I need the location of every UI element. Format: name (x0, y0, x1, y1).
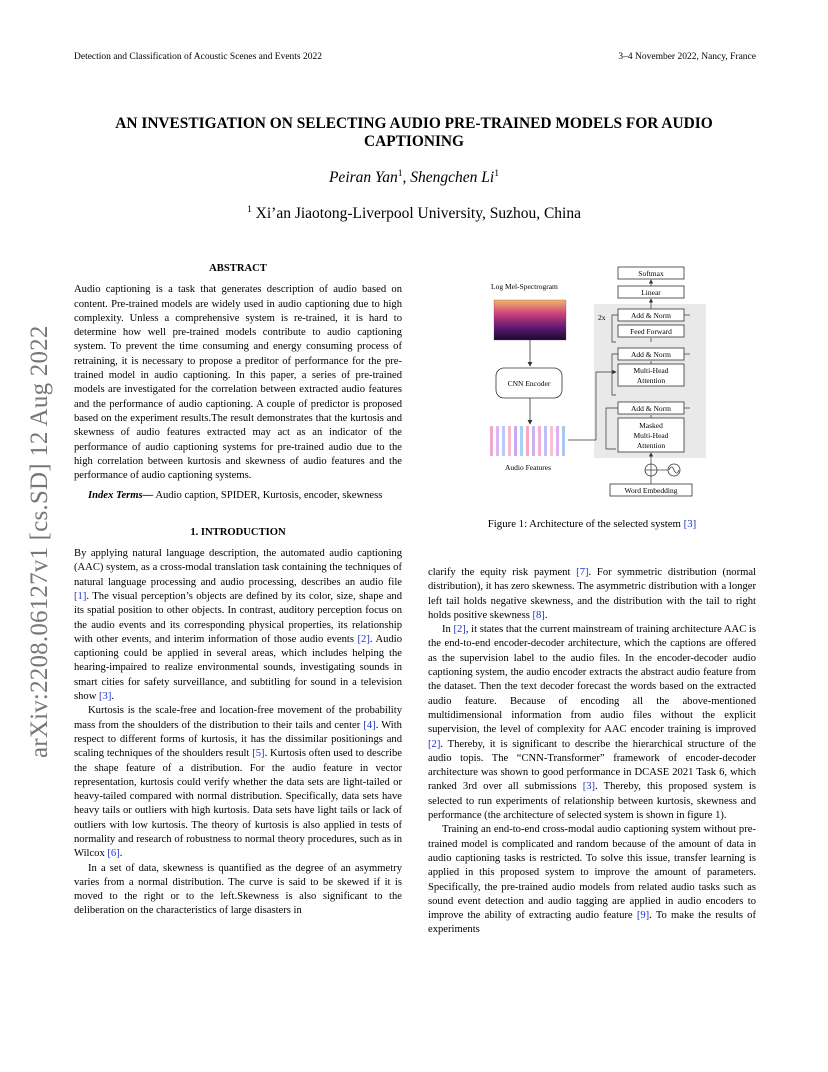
author-2-affil: 1 (494, 167, 500, 179)
citation-link[interactable]: [7] (576, 567, 589, 578)
citation-link[interactable]: [2] (357, 633, 370, 645)
author-1-affil: 1 (397, 167, 403, 179)
text-run: In (442, 624, 454, 636)
mha-label-1: Multi-Head (633, 366, 669, 375)
feature-bar (544, 426, 547, 456)
text-run: By applying natural language description, the automated audio captioning (AAC) system, as a cross-modal translation task containing the techniques of natural language processing and audio processing, describes an audio file (74, 548, 402, 588)
arxiv-watermark: arXiv:2208.06127v1 [cs.SD] 12 Aug 2022 (26, 325, 53, 758)
feature-bar (508, 426, 511, 456)
feature-bar (502, 426, 505, 456)
feature-bar (532, 426, 535, 456)
masked-label-1: Masked (639, 421, 663, 430)
intro-heading: 1. INTRODUCTION (190, 526, 286, 538)
text-run: Training an end-to-end cross-modal audio captioning system without pre-trained model is complicated and random because of the amount of data in audio captioning tasks is restricted. To solve this issue, transfer learning is applied in this proposed system to improve the amount of parameters. Specifically, the pre-trained audio models from related audio tasks such as sound event detection and audio tagging are applied in audio encoders to improve the ability of extracting audio feature (428, 824, 756, 922)
feature-bar (496, 426, 499, 456)
text-run: clarify the equity risk payment (428, 567, 577, 578)
abstract-heading: ABSTRACT (209, 263, 267, 274)
text-run: . Thereby, this proposed system is selected to run experiments of relationship between kurtosis, skewness and performance (the architecture of selected system is shown in figure 1). (428, 781, 757, 822)
paper-title (74, 115, 754, 151)
figure-caption (428, 518, 756, 530)
citation-link[interactable]: [1] (74, 590, 87, 602)
right-column (428, 566, 756, 938)
spectrogram-image (494, 300, 566, 340)
intro-paragraph-2 (74, 704, 402, 861)
right-paragraph-3 (428, 823, 756, 937)
feature-bar (526, 426, 529, 456)
add-norm-label-1: Add & Norm (631, 311, 671, 320)
text-run: . The visual perception’s objects are defined by its color, size, shape and its spatial position to other objects. In contrast, auditory perception focus on the audio events and its corresponding physical properties, its relationship with other events, and interim information of those audio events (74, 590, 402, 645)
feature-bar (556, 426, 559, 456)
intro-paragraph-1 (74, 547, 402, 704)
author-2: Shengchen Li (410, 169, 495, 186)
affiliation (74, 205, 754, 223)
text-run: . (119, 848, 123, 860)
author-list: Peiran Yan$^1$, Shengchen Li$^1$ (328, 167, 500, 186)
add-norm-label-3: Add & Norm (631, 404, 671, 413)
text-run: . With respect to different forms of kurtosis, it has the dissimilar positionings and scaling techniques of the shoulders result (74, 719, 402, 760)
abstract-text: Audio captioning is a task that generates description of audio based on content. Pre-trained models are widely used in audio captioning due to high complexity. Unless a comprehensive system is re-trained, it is hard to determine how well pre-trained models contribute to audio captioning system. To prevent the time consuming and energy consuming process of retraining, it is necessary to propose a preditor of performance for the pre-trained model in audio captioning. In this paper, a series of pre-trained models are investigated for the correlation between extracted audio features and the performance of audio captioning. A couple of predictor is proposed based on the experiment results.The result demonstrates that the kurtosis and skewness of audio features extracted may act as an indicator of the performance of audio captioning systems for pre-trained audio due to the high correlation between kurtosis and skewness of audio features and the performance of audio captioning systems. (74, 284, 402, 482)
softmax-label: Softmax (638, 269, 664, 278)
affiliation-mark: 1 (247, 203, 252, 215)
text-run: . (111, 691, 115, 703)
citation-link[interactable]: [2] (428, 738, 441, 750)
index-terms-label: Index Terms— (88, 490, 154, 502)
title-line-2: CAPTIONING (363, 133, 465, 150)
index-terms (74, 489, 402, 503)
author-1: Peiran Yan (328, 169, 398, 186)
feature-bar (490, 426, 493, 456)
word-embedding-label: Word Embedding (624, 486, 678, 495)
log-mel-label: Log Mel-Spectrogram (491, 282, 558, 291)
text-run: Kurtosis is the scale-free and location-free movement of the probability mass from the shoulders of the distribution to their tails and center (74, 705, 402, 731)
text-run: . (544, 609, 548, 621)
audio-features-label: Audio Features (504, 463, 552, 472)
feature-bar (550, 426, 553, 456)
citation-link[interactable]: [5] (252, 748, 265, 760)
running-header-left: Detection and Classification of Acoustic Scenes and Events 2022 (74, 52, 322, 62)
masked-label-3: Attention (636, 441, 666, 450)
citation-link[interactable]: [9] (636, 910, 650, 922)
repeat-label: 2x (598, 313, 606, 322)
add-norm-label-2: Add & Norm (631, 350, 671, 359)
citation-link[interactable]: [4] (363, 719, 376, 731)
text-run: . Kurtosis often used to describe the shape feature of a distribution. For the audio feature in vector representation, kurtosis could verify whether the data sets are light-tailed or heavy-tailed compared with normal distribution. Specifically, data sets have heavy tails or outliers with high kurtosis. Data sets have light tails or lack of outliers with low kurtosis. The theory of kurtosis is also applied in tests of normality and research of robustness to normal theory procedures, such as in Wilcox (74, 748, 403, 860)
affiliation-text: Xi’an Jiaotong-Liverpool University, Suzhou, China (255, 205, 581, 222)
right-paragraph-2 (428, 623, 756, 823)
feature-bar (538, 426, 541, 456)
linear-label: Linear (641, 288, 661, 297)
right-paragraph-1 (428, 566, 756, 623)
figure-caption-text: Figure 1: Architecture of the selected system (487, 518, 684, 530)
text-run: . Audio captioning could be applied in several areas, which includes helping the hearing-impaired to realize environmental sounds, investigating sounds in smart cities for safety surveillance, and subtitling for sound in a television show (74, 633, 402, 703)
architecture-figure (488, 262, 710, 502)
citation-link[interactable]: [3] (582, 781, 596, 793)
text-run: . To make the results of experiments (428, 910, 756, 936)
audio-feature-bars (490, 426, 565, 456)
cnn-encoder-label: CNN Encoder (507, 379, 551, 388)
masked-label-2: Multi-Head (633, 431, 669, 440)
feature-bar (520, 426, 523, 456)
citation-link[interactable]: [3] (99, 691, 112, 703)
feature-bar (562, 426, 565, 456)
citation-link[interactable]: [3] (683, 518, 697, 530)
running-header-right: 3–4 November 2022, Nancy, France (618, 52, 756, 62)
title-line-1: AN INVESTIGATION ON SELECTING AUDIO PRE-TRAINED MODELS FOR AUDIO (115, 115, 713, 132)
citation-link[interactable]: [2] (453, 624, 466, 636)
feature-bar (514, 426, 517, 456)
feed-forward-label: Feed Forward (630, 327, 672, 336)
text-run: . Thereby, it is significant to describe the hierarchical structure of the audio topis. The “CNN-Transformer” framework of encoder-decoder architecture was shown to good performance in DCASE 2021 Task 6, which ranked 3rd over all submissions (428, 738, 756, 793)
text-run: , it states that the current mainstream of training architecture AAC is the end-to-end encoder-decoder architecture, which the captions are offered as the supervision label to the audio files. In the encoder-decoder audio captioning system, the audio encoder extracts the abstract audio feature from the dataset. Then the text decoder forecast the words based on the extracted audio feature. Because of encoding all the above-mentioned multidimensional information from audio files without the explicit supervision, the level of complexity for AAC encoder training is improved (428, 624, 756, 736)
left-column (74, 262, 402, 919)
citation-link[interactable]: [6] (107, 848, 120, 860)
citation-link[interactable]: [8] (532, 609, 545, 621)
intro-paragraph-3: In a set of data, skewness is quantified as the degree of an asymmetry varies from a normal distribution. The curve is said to be skewed if it is moved to the right or to the left.Skewness is also significant to the deliberation on the characteristics of large disasters in (74, 862, 402, 917)
text-run: . For symmetric distribution (normal distribution), it has zero skewness. The asymmetric distribution with a longer left tail holds negative skewness, and the distribution with the tail to right holds positive skewness (428, 567, 756, 621)
mha-label-2: Attention (636, 376, 666, 385)
index-terms-text: Audio caption, SPIDER, Kurtosis, encoder, skewness (153, 490, 383, 502)
